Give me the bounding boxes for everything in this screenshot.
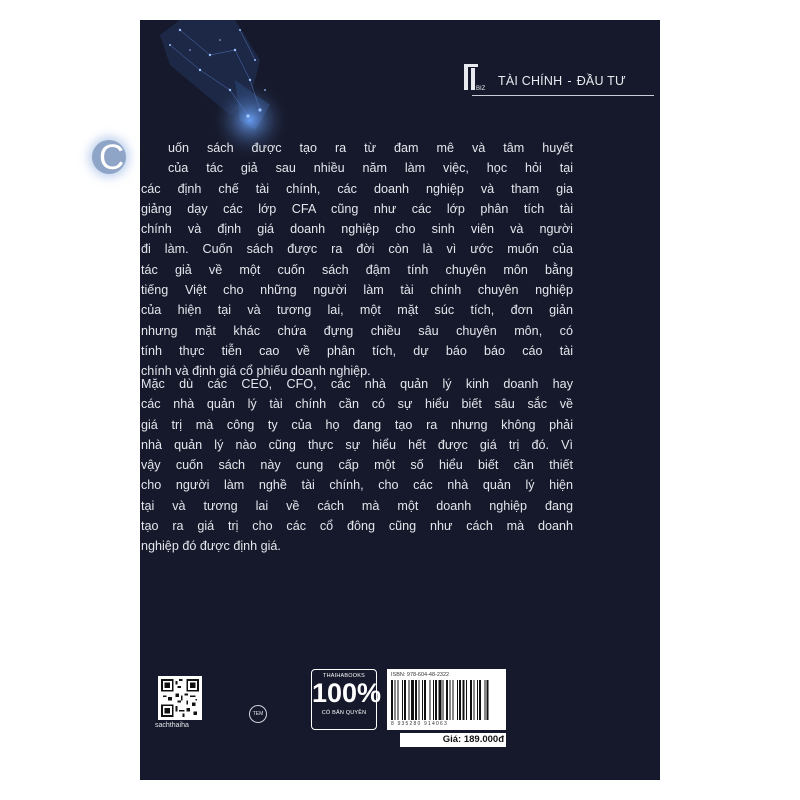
barcode-bar	[415, 680, 417, 720]
barcode-bar	[459, 680, 461, 720]
svg-text:BIZ: BIZ	[476, 86, 486, 92]
barcode-bar	[477, 680, 478, 720]
barcode-bar	[470, 680, 472, 720]
text-line: của tác giả sau nhiều năm làm việc, học hỏi tại	[168, 161, 573, 176]
stamp-badge: TEM	[249, 705, 267, 723]
text-line: Mặc dù các CEO, CFO, các nhà quản lý kinh doanh hay	[141, 377, 573, 391]
barcode-icon	[391, 680, 502, 720]
copyright-seal	[311, 669, 382, 730]
barcode-bar	[446, 680, 448, 720]
text-line: vậy cuốn sách này cung cấp một số hiểu biết cần thiết	[141, 458, 573, 473]
series-separator: -	[567, 74, 572, 88]
text-line: nhưng mặt khác chứa đựng chiều sâu chuyên môn, có	[141, 323, 573, 338]
seal-caption: CÓ BẢN QUYỀN	[321, 710, 367, 716]
text-line: giá trị mà công ty của họ đang tạo ra nhưng không phải	[141, 417, 573, 432]
text-line: chính và định giá doanh nghiệp cho sinh viên và người	[141, 222, 573, 237]
barcode-digits: 8 935280 914063	[391, 721, 448, 727]
barcode-bar	[411, 680, 414, 720]
isbn-barcode	[387, 669, 506, 730]
text-line: các nhà quản lý tài chính cần có sự hiểu biết sâu sắc về	[141, 397, 573, 412]
barcode-bar	[409, 680, 410, 720]
blurb-paragraph-2	[141, 374, 573, 557]
biz-books-logo	[462, 64, 492, 92]
barcode-bar	[474, 680, 475, 720]
text-line: nghiệp đó được định giá.	[141, 539, 281, 554]
barcode-bar	[398, 680, 399, 720]
qr-code-icon	[161, 679, 199, 717]
qr-code	[158, 676, 202, 720]
barcode-bar	[424, 680, 426, 720]
barcode-bar	[487, 680, 489, 720]
seal-percent: 100%	[312, 678, 382, 708]
series-left: TÀI CHÍNH	[498, 74, 563, 88]
barcode-bar	[391, 680, 393, 720]
barcode-bar	[435, 680, 437, 720]
barcode-bar	[433, 680, 434, 720]
barcode-bar	[402, 680, 403, 720]
barcode-bar	[430, 680, 431, 720]
barcode-bar	[443, 680, 444, 720]
barcode-bar	[449, 680, 450, 720]
text-line: tạo ra giá trị cho các cổ đông cũng như cách mà doanh	[141, 519, 573, 534]
text-line: chính và định giá cổ phiếu doanh nghiệp.	[141, 364, 371, 379]
barcode-bar	[479, 680, 481, 720]
series-title	[498, 74, 626, 92]
qr-caption: sachthaiha	[155, 722, 189, 729]
text-line: nhà quản lý nào cũng thực sự hiểu hết được giá trị đó. Vì	[141, 437, 573, 452]
text-line: uốn sách được tạo ra từ đam mê và tâm huyết	[168, 141, 573, 155]
publisher-series-heading	[462, 64, 626, 92]
text-line: các định chế tài chính, các doanh nghiệp và tham gia	[141, 181, 573, 196]
series-underline	[472, 95, 654, 96]
text-line: tác giả về một cuốn sách đậm tính chuyên môn bằng	[141, 262, 573, 277]
dropcap-letter: C	[99, 138, 125, 177]
barcode-bar	[466, 680, 467, 720]
text-line: đi làm. Cuốn sách được ra đời còn là vì ước muốn của	[141, 242, 573, 257]
text-line: tại và tương lai về cách mà một doanh nghiệp đang	[141, 498, 573, 513]
text-line: giảng dạy các lớp CFA cũng như các lớp phân tích tài	[141, 201, 573, 216]
barcode-bar	[419, 680, 420, 720]
text-line: cho người làm nghề tài chính, cho các nhà quản lý hiện	[141, 478, 573, 493]
isbn-text: ISBN: 978-604-48-2322	[391, 672, 450, 678]
text-line: tiếng Việt cho những người làm tài chính chuyên nghiệp	[141, 283, 573, 298]
barcode-bar	[485, 680, 486, 720]
barcode-bar	[457, 680, 458, 720]
text-line: tính thực tiễn cao về phân tích, dự báo báo cáo tài	[141, 343, 573, 358]
barcode-bar	[422, 680, 423, 720]
seal-brand: THAIHABOOKS	[323, 673, 365, 679]
barcode-bar	[453, 680, 454, 720]
barcode-bar	[438, 680, 441, 720]
series-right: ĐẦU TƯ	[576, 74, 626, 88]
barcode-bar	[463, 680, 465, 720]
barcode-bar	[394, 680, 395, 720]
price-label: Giá: 189.000đ	[400, 733, 506, 747]
text-line: của hiện tại và tương lai, một mặt súc tích, đơn giản	[141, 303, 573, 318]
blurb-paragraph-1	[141, 138, 573, 382]
barcode-bar	[404, 680, 406, 720]
